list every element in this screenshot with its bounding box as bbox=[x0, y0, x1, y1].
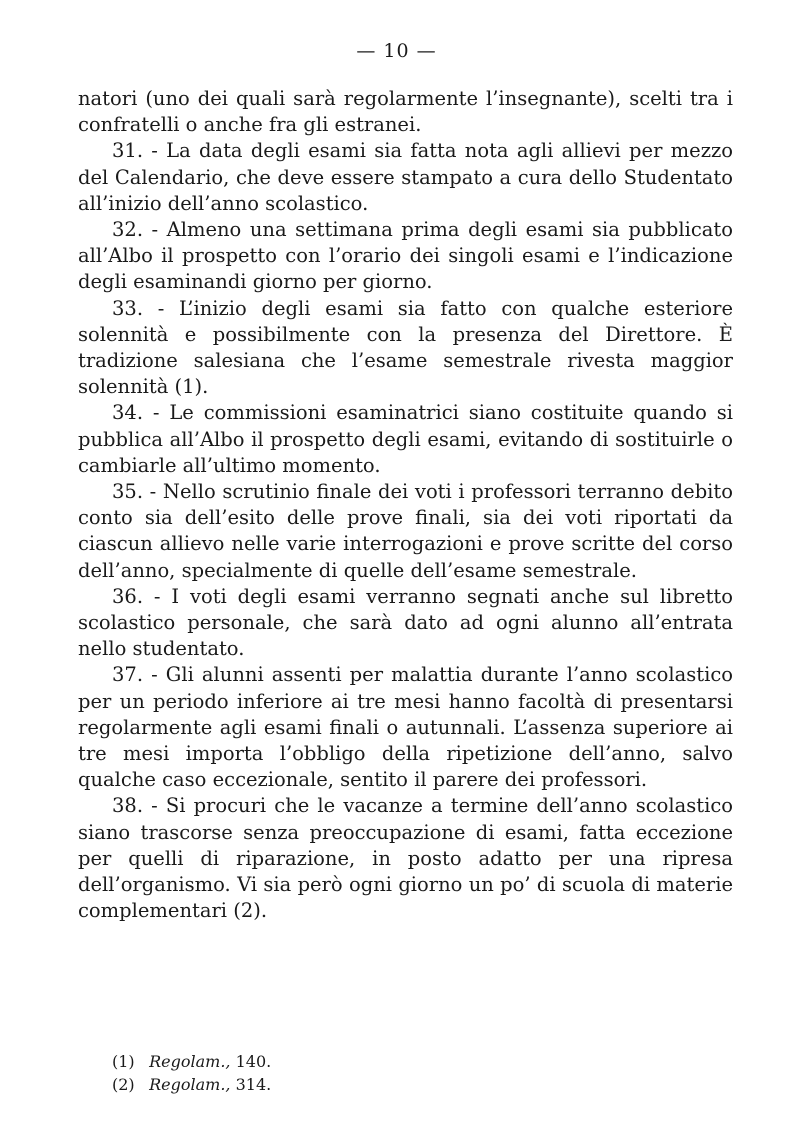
paragraph-continuation: natori (uno dei quali sarà regolarmente l’insegnante), scelti tra i confratelli o anche fra gli estranei. bbox=[78, 87, 733, 137]
footnote-2-title: Regolam., bbox=[149, 1075, 231, 1094]
paragraph-36: 36. - I voti degli esami verranno segnati anche sul libretto scolastico personale, che sarà dato ad ogni alunno all’entrata nello studentato. bbox=[78, 584, 733, 661]
footnotes bbox=[112, 1050, 512, 1096]
footnote-1-title: Regolam., bbox=[149, 1052, 231, 1071]
footnote-2-page: 314. bbox=[235, 1075, 272, 1094]
page-number: — 10 — bbox=[356, 40, 437, 62]
footnote-1-page: 140. bbox=[235, 1052, 272, 1071]
paragraph-32: 32. - Almeno una settimana prima degli esami sia pubblicato all’Albo il prospetto con l’orario dei singoli esami e l’indicazione degli esaminandi giorno per giorno. bbox=[78, 218, 733, 294]
footnote-2 bbox=[112, 1073, 512, 1096]
footnote-1 bbox=[112, 1050, 512, 1073]
paragraph-34: 34. - Le commissioni esaminatrici siano costituite quando si pubblica all’Albo il prospetto degli esami, evitando di sostituirle o cambiarle all’ultimo momento. bbox=[78, 401, 733, 477]
paragraph-35: 35. - Nello scrutinio finale dei voti i professori terranno debito conto sia dell’esito delle prove finali, sia dei voti riportati da ciascun allievo nelle varie interrogazioni e prove scritte del corso dell’anno, specialmente di quelle dell’esame semestrale. bbox=[78, 480, 733, 582]
paragraph-33: 33. - L’inizio degli esami sia fatto con qualche esteriore solennità e possibilmente con la presenza del Direttore. È tradizione salesiana che l’esame semestrale rivesta maggior solennità (1). bbox=[78, 296, 733, 399]
paragraph-31: 31. - La data degli esami sia fatta nota agli allievi per mezzo del Calendario, che deve essere stampato a cura dello Studentato all’inizio dell’anno scolastico. bbox=[78, 139, 733, 215]
body-text bbox=[78, 86, 733, 925]
paragraph-38: 38. - Si procuri che le vacanze a termine dell’anno scolastico siano trascorse senza preoccupazione di esami, fatta eccezione per quelli di riparazione, in posto adatto per una ripresa dell’organismo. Vi sia però ogni giorno un po’ di scuola di materie complementari (2). bbox=[78, 794, 733, 923]
paragraph-37: 37. - Gli alunni assenti per malattia durante l’anno scolastico per un periodo inferiore ai tre mesi hanno facoltà di presentarsi regolarmente agli esami finali o autunnali. L’assenza superiore ai tre mesi importa l’obbligo della ripetizione dell’anno, salvo qualche caso eccezionale, sentito il parere dei professori. bbox=[78, 663, 733, 792]
footnote-2-ref: (2) bbox=[112, 1075, 135, 1094]
footnote-1-ref: (1) bbox=[112, 1052, 135, 1071]
